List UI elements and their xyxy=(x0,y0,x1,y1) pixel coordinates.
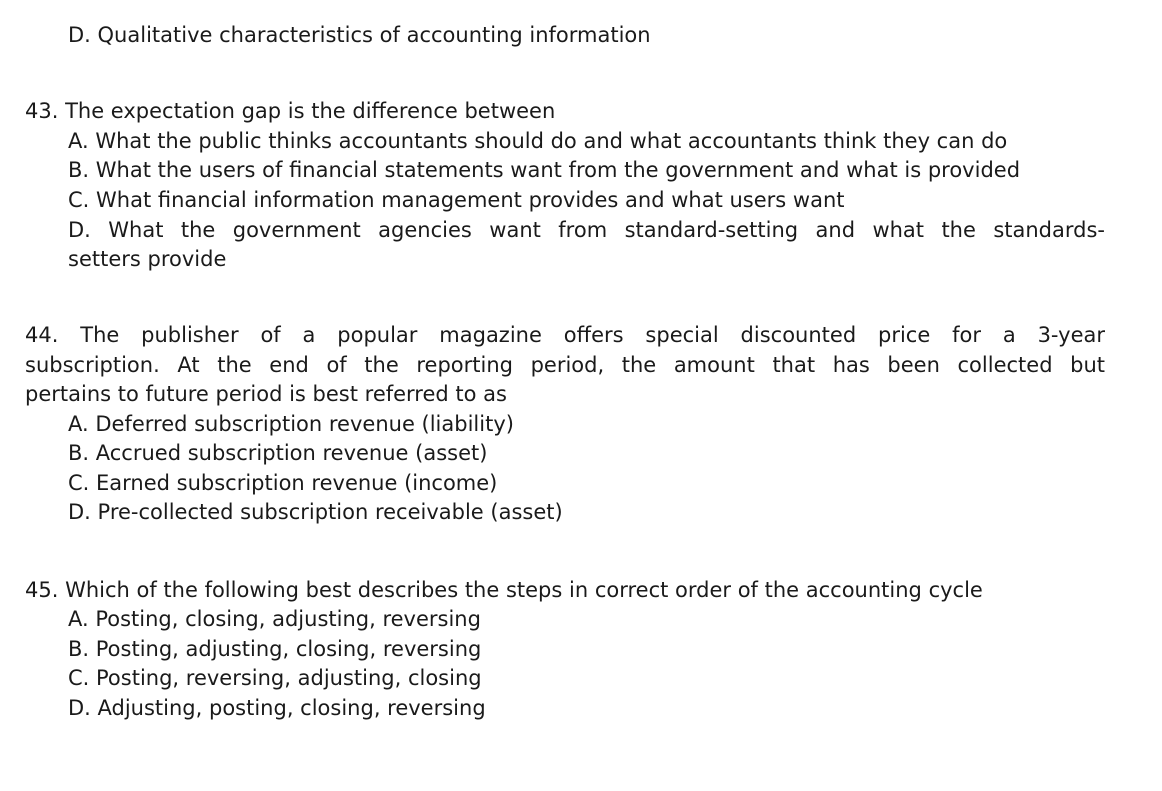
question-44-option-b: B. Accrued subscription revenue (asset) xyxy=(68,441,488,465)
question-45-option-a: A. Posting, closing, adjusting, reversing xyxy=(68,607,481,631)
carryover-option-d: D. Qualitative characteristics of accounting information xyxy=(68,23,651,47)
question-44-option-d: D. Pre-collected subscription receivable (asset) xyxy=(68,500,563,524)
question-43-stem: 43. The expectation gap is the difference between xyxy=(25,99,556,123)
question-45-option-d: D. Adjusting, posting, closing, reversing xyxy=(68,696,486,720)
question-43-option-b: B. What the users of financial statements want from the government and what is provided xyxy=(68,158,1021,182)
question-45-option-c: C. Posting, reversing, adjusting, closing xyxy=(68,666,482,690)
question-43-option-c: C. What financial information management provides and what users want xyxy=(68,188,845,212)
question-43-option-d-continued: setters provide xyxy=(68,247,227,271)
question-45-stem: 45. Which of the following best describes the steps in correct order of the accounting cycle xyxy=(25,578,983,602)
question-44-stem-line-3: pertains to future period is best referred to as xyxy=(25,382,507,406)
question-44-stem-line-2: subscription. At the end of the reporting period, the amount that has been collected but xyxy=(25,353,1105,377)
question-44-option-a: A. Deferred subscription revenue (liability) xyxy=(68,412,514,436)
question-44-option-c: C. Earned subscription revenue (income) xyxy=(68,471,498,495)
question-43-option-a: A. What the public thinks accountants should do and what accountants think they can do xyxy=(68,129,1008,153)
question-44-stem-line-1: 44. The publisher of a popular magazine offers special discounted price for a 3-year xyxy=(25,323,1105,347)
question-45-option-b: B. Posting, adjusting, closing, reversing xyxy=(68,637,482,661)
question-43-option-d: D. What the government agencies want from standard-setting and what the standards- xyxy=(68,218,1105,242)
